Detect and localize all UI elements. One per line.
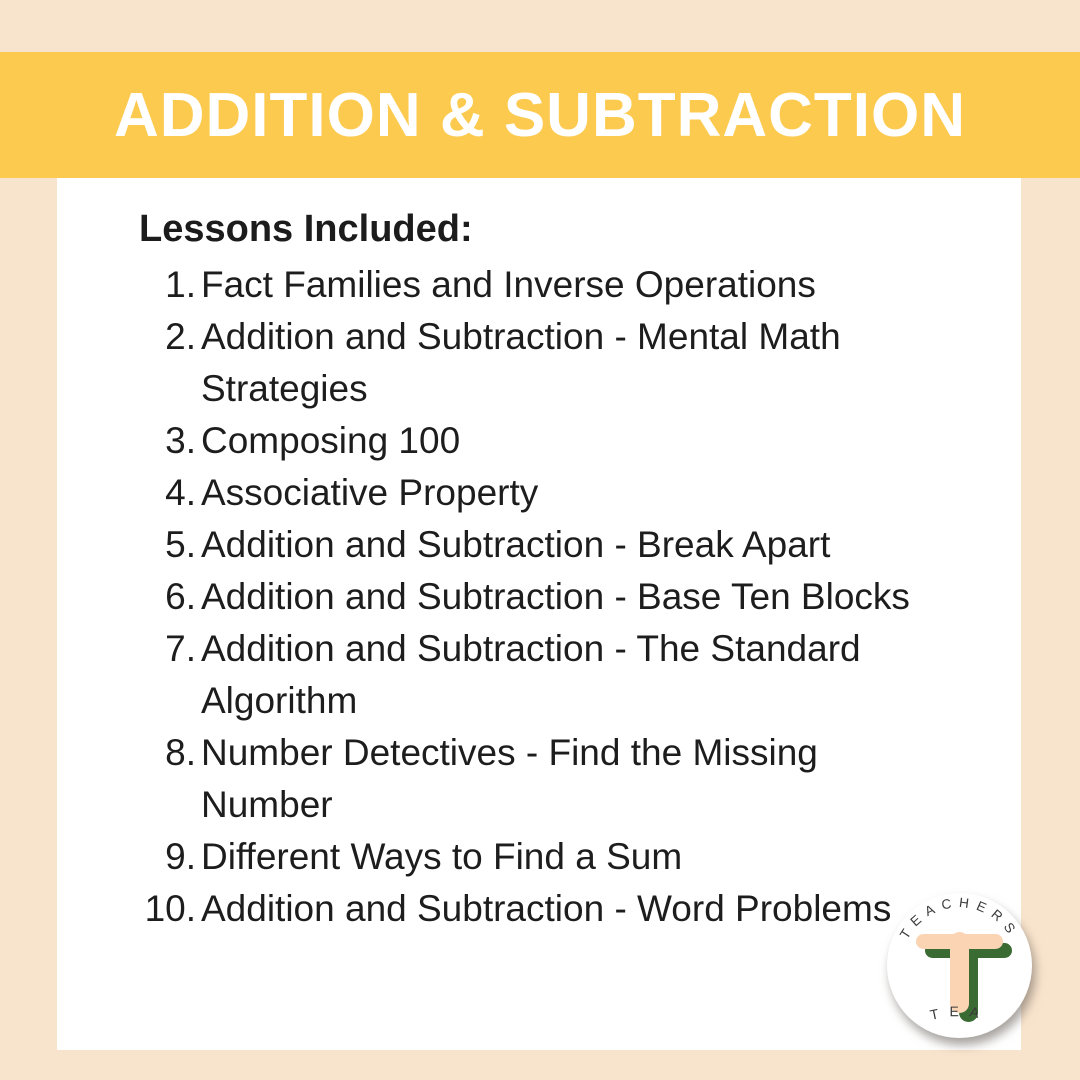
lesson-title: Addition and Subtraction - Mental Math Strategies — [201, 316, 841, 409]
lesson-title: Addition and Subtraction - The Standard Algorithm — [201, 628, 861, 721]
lesson-item — [139, 415, 1021, 467]
lesson-title: Composing 100 — [201, 420, 461, 461]
lesson-number: 5. — [165, 524, 196, 565]
lesson-item — [139, 311, 1021, 415]
lesson-item — [139, 727, 1021, 831]
teachers-tea-badge-icon — [887, 893, 1032, 1038]
content-card — [57, 178, 1021, 1050]
lesson-title: Addition and Subtraction - Word Problems — [201, 888, 892, 929]
lesson-item — [139, 831, 1021, 883]
lesson-title: Addition and Subtraction - Base Ten Blocks — [201, 576, 910, 617]
lesson-number: 9. — [165, 836, 196, 877]
lesson-item — [139, 259, 1021, 311]
lesson-title: Different Ways to Find a Sum — [201, 836, 683, 877]
lesson-item — [139, 467, 1021, 519]
lesson-item — [139, 623, 1021, 727]
lesson-item — [139, 571, 1021, 623]
logo-bottom-text: TEA — [928, 1003, 991, 1023]
lesson-title: Number Detectives - Find the Missing Number — [201, 732, 818, 825]
logo-top-text: TEACHERS — [896, 894, 1023, 942]
lessons-list — [139, 259, 1021, 935]
lesson-number: 6. — [165, 576, 196, 617]
lesson-number: 7. — [165, 628, 196, 669]
lesson-number: 10. — [144, 888, 196, 929]
title-banner — [0, 52, 1080, 178]
lesson-item — [139, 519, 1021, 571]
lesson-number: 2. — [165, 316, 196, 357]
page-title: ADDITION & SUBTRACTION — [113, 80, 967, 150]
lessons-heading: Lessons Included: — [139, 208, 473, 250]
teachers-tea-logo — [887, 893, 1032, 1038]
lesson-number: 1. — [165, 264, 196, 305]
lesson-title: Addition and Subtraction - Break Apart — [201, 524, 831, 565]
lesson-title: Fact Families and Inverse Operations — [201, 264, 816, 305]
lesson-number: 8. — [165, 732, 196, 773]
lesson-number: 4. — [165, 472, 196, 513]
lesson-title: Associative Property — [201, 472, 539, 513]
lesson-number: 3. — [165, 420, 196, 461]
